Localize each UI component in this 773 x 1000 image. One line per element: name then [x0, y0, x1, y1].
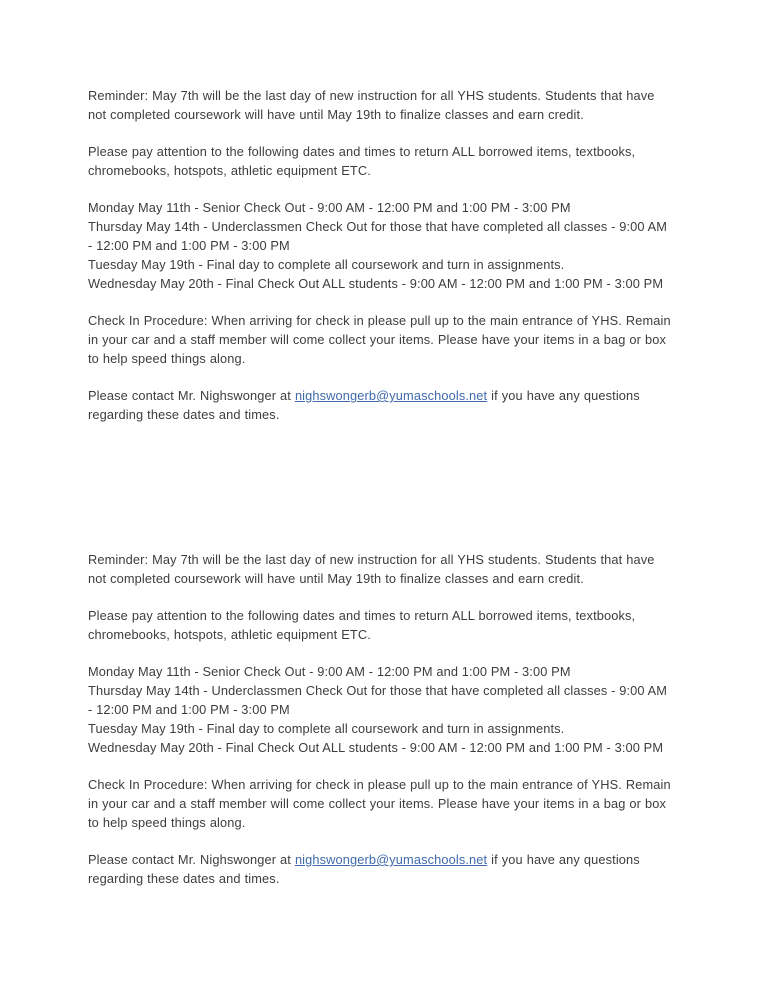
contact-paragraph — [88, 850, 674, 888]
contact-text-before: Please contact Mr. Nighswonger at — [88, 852, 295, 867]
check-in-procedure-paragraph: Check In Procedure: When arriving for check in please pull up to the main entrance of YHS. Remain in your car and a staff member will come collect your items. Please have your items in a bag or box to help speed things along. — [88, 313, 671, 366]
attention-paragraph: Please pay attention to the following dates and times to return ALL borrowed items, textbooks, chromebooks, hotspots, athletic equipment ETC. — [88, 608, 636, 642]
schedule-line-tuesday: Tuesday May 19th - Final day to complete all coursework and turn in assignments. — [88, 257, 565, 272]
schedule-line-wednesday: Wednesday May 20th - Final Check Out ALL students - 9:00 AM - 12:00 PM and 1:00 PM - 3:00 PM — [88, 276, 664, 291]
schedule-line-wednesday: Wednesday May 20th - Final Check Out ALL students - 9:00 AM - 12:00 PM and 1:00 PM - 3:00 PM — [88, 740, 664, 755]
schedule-line-thursday: Thursday May 14th - Underclassmen Check Out for those that have completed all classes - 9:00 AM - 12:00 PM and 1:00 PM - 3:00 PM — [88, 683, 668, 717]
checkout-schedule-list — [88, 662, 674, 757]
contact-email-link[interactable]: nighswongerb@yumaschools.net — [294, 388, 488, 403]
page-blank-gap — [0, 432, 773, 550]
notice-block — [88, 86, 674, 424]
contact-paragraph — [88, 386, 674, 424]
schedule-line-monday: Monday May 11th - Senior Check Out - 9:00 AM - 12:00 PM and 1:00 PM - 3:00 PM — [88, 200, 571, 215]
attention-paragraph: Please pay attention to the following dates and times to return ALL borrowed items, textbooks, chromebooks, hotspots, athletic equipment ETC. — [88, 144, 636, 178]
contact-text-before: Please contact Mr. Nighswonger at — [88, 388, 295, 403]
contact-text-after: if you have any questions regarding these dates and times. — [88, 388, 640, 422]
notice-block — [88, 550, 674, 888]
checkout-schedule-list — [88, 198, 674, 293]
reminder-paragraph: Reminder: May 7th will be the last day of new instruction for all YHS students. Students that have not completed coursework will have until May 19th to finalize classes and earn credit. — [88, 552, 655, 586]
schedule-line-thursday: Thursday May 14th - Underclassmen Check Out for those that have completed all classes - 9:00 AM - 12:00 PM and 1:00 PM - 3:00 PM — [88, 219, 668, 253]
contact-text-after: if you have any questions regarding these dates and times. — [88, 852, 640, 886]
contact-email-link[interactable]: nighswongerb@yumaschools.net — [294, 852, 488, 867]
reminder-paragraph: Reminder: May 7th will be the last day of new instruction for all YHS students. Students that have not completed coursework will have until May 19th to finalize classes and earn credit. — [88, 88, 655, 122]
schedule-line-tuesday: Tuesday May 19th - Final day to complete all coursework and turn in assignments. — [88, 721, 565, 736]
schedule-line-monday: Monday May 11th - Senior Check Out - 9:00 AM - 12:00 PM and 1:00 PM - 3:00 PM — [88, 664, 571, 679]
check-in-procedure-paragraph: Check In Procedure: When arriving for check in please pull up to the main entrance of YHS. Remain in your car and a staff member will come collect your items. Please have your items in a bag or box to help speed things along. — [88, 777, 671, 830]
